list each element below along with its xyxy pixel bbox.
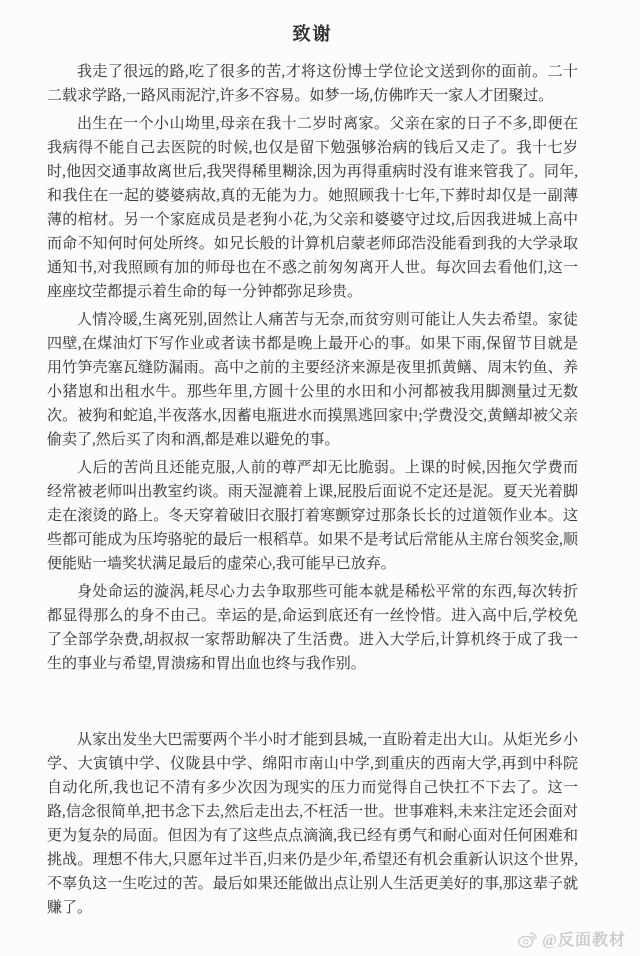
paragraph-5: 身处命运的漩涡,耗尽心力去争取那些可能本就是稀松平常的东西,每次转折都显得那么的身不由己。幸运的是,命运到底还有一丝怜惜。进入高中后,学校免了全部学杂费,胡叔叔一家帮助解决了生活费。进入大学后,计算机终于成了我一生的事业与希望,胃溃疡和胃出血也终与我作别。 (47, 584, 578, 672)
page-title: 致谢 (292, 24, 333, 44)
paragraph-4: 人后的苦尚且还能克服,人前的尊严却无比脆弱。上课的时候,因拖欠学费而经常被老师叫出教室约谈。雨天湿漉着上课,屁股后面说不定还是泥。夏天光着脚走在滚烫的路上。冬天穿着破旧衣服打着寒颤穿过那条长长的过道领作业本。这些都可能成为压垮骆驼的最后一根稻草。如果不是考试后常能从主席台领奖金,顺便能贴一墙奖状满足最后的虚荣心,我可能早已放弃。 (47, 460, 578, 572)
watermark-handle: @反面教材 (542, 932, 626, 949)
paragraph-2: 出生在一个小山坳里,母亲在我十二岁时离家。父亲在家的日子不多,即便在我病得不能自己去医院的时候,也仅是留下勉强够治病的钱后又走了。我十七岁时,他因交通事故离世后,我哭得稀里糊涂,因为再得重病时没有谁来管我了。同年,和我住在一起的婆婆病故,真的无能为力。她照顾我十七年,下葬时却仅是一副薄薄的棺材。另一个家庭成员是老狗小花,为父亲和婆婆守过坟,后因我进城上高中而命不知何时何处所终。如兄长般的计算机启蒙老师邱浩没能看到我的大学录取通知书,对我照顾有加的师母也在不惑之前匆匆离开人世。每次回去看他们,这一座座坟茔都提示着生命的每一分钟都弥足珍贵。 (47, 116, 578, 300)
watermark (517, 927, 626, 950)
paragraph-6: 从家出发坐大巴需要两个半小时才能到县城,一直盼着走出大山。从炬光乡小学、大寅镇中学、仪陇县中学、绵阳市南山中学,到重庆的西南大学,再到中科院自动化所,我也记不清有多少次因为现实的压力而觉得自己快扛不下去了。这一路,信念很简单,把书念下去,然后走出去,不枉活一世。世事难料,未来注定还会面对更为复杂的局面。但因为有了这些点点滴滴,我已经有勇气和耐心面对任何困难和挑战。理想不伟大,只愿年过半百,归来仍是少年,希望还有机会重新认识这个世界,不辜负这一生吃过的苦。最后如果还能做出点让别人生活更美好的事,那这辈子就赚了。 (47, 732, 578, 916)
weibo-icon (517, 928, 539, 950)
paragraph-3: 人情冷暖,生离死别,固然让人痛苦与无奈,而贫穷则可能让人失去希望。家徒四壁,在煤油灯下写作业或者读书都是晚上最开心的事。如果下雨,保留节目就是用竹笋壳塞瓦缝防漏雨。高中之前的主要经济来源是夜里抓黄鳝、周末钓鱼、养小猪崽和出租水牛。那些年里,方圆十公里的水田和小河都被我用脚测量过无数次。被狗和蛇追,半夜落水,因蓄电瓶进水而摸黑逃回家中;学费没交,黄鳝却被父亲偷卖了,然后买了肉和酒,都是难以避免的事。 (47, 312, 578, 448)
document-body (47, 60, 578, 920)
paragraph-1: 我走了很远的路,吃了很多的苦,才将这份博士学位论文送到你的面前。二十二载求学路,一路风雨泥泞,许多不容易。如梦一场,仿佛昨天一家人才团聚过。 (47, 64, 578, 104)
